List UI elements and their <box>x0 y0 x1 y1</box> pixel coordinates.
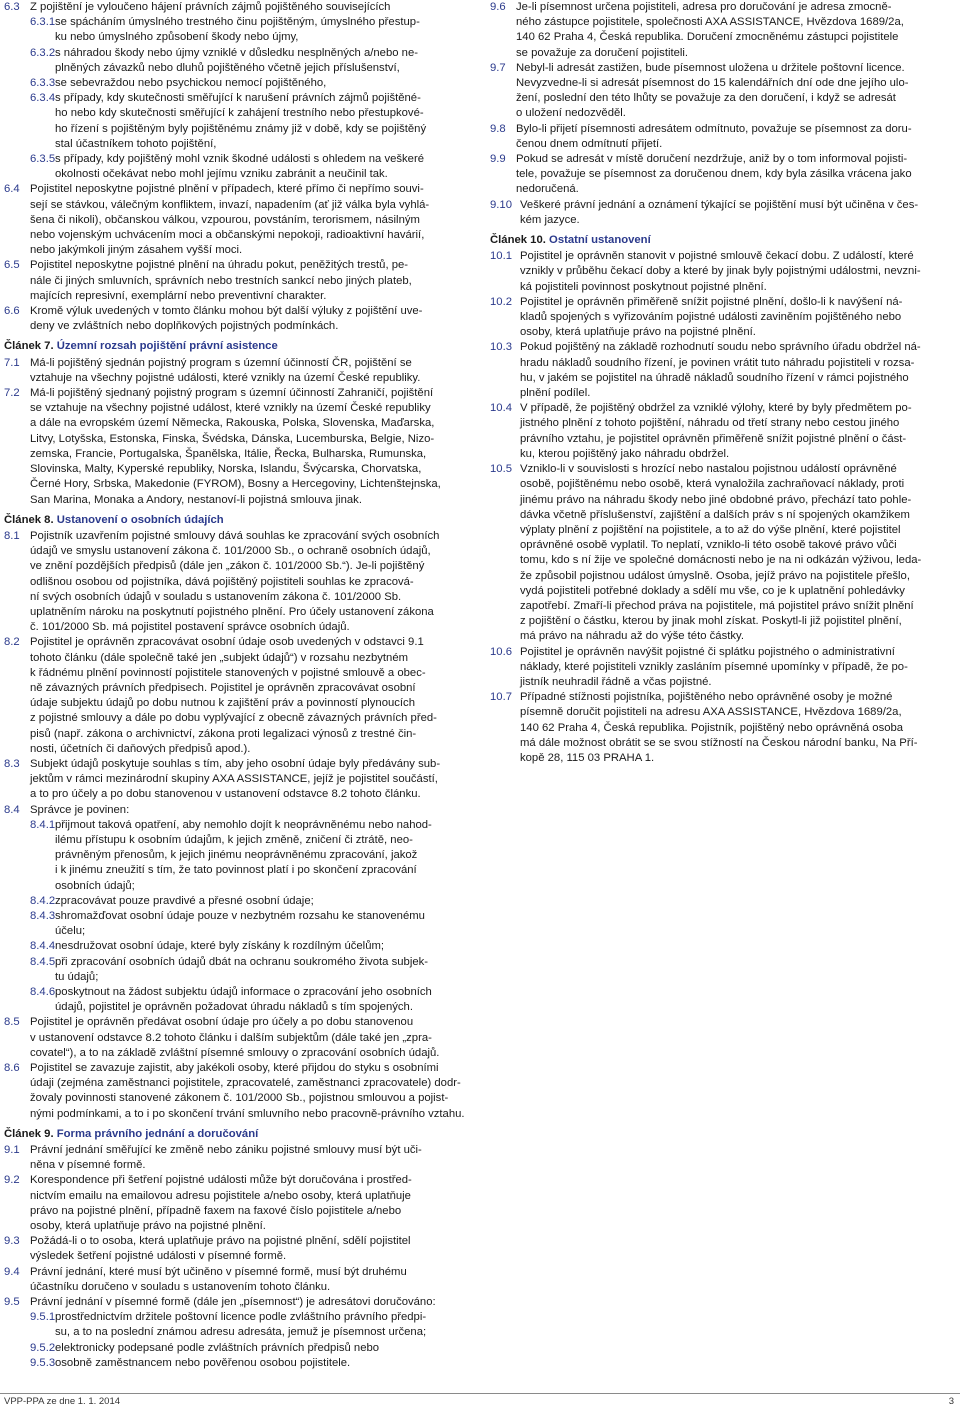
clause-text-line: tu údajů; <box>55 970 99 983</box>
clause-text-line: zapotřebí. Zmaří-li přechod práva na pojistitele, má pojistitel právo snížit plnění <box>520 599 914 612</box>
clause-text-line: Správce je povinen: <box>30 803 130 816</box>
clause-text-line: Pokud se adresát v místě doručení nezdržuje, aniž by o tom informoval pojisti- <box>516 153 908 166</box>
clause-text-line: účastníku doručeno v souladu s ustanovením tohoto článku. <box>30 1280 331 1293</box>
clause <box>4 258 474 304</box>
clause <box>490 152 956 198</box>
clause-number: 8.4 <box>4 803 20 816</box>
clause-number: 8.4.2 <box>30 894 56 907</box>
article-heading <box>4 1127 474 1142</box>
clause-text-line: výplaty plnění z pojištění na pojistitele, a to až do výše plnění, které pojistitel <box>520 523 901 536</box>
clause-number: 7.1 <box>4 356 20 369</box>
clause-text-line: Veškeré právní jednání a oznámení týkající se pojištění musí být učiněna v čes- <box>520 198 919 211</box>
article-heading <box>4 513 474 528</box>
clause-text-line: 140 62 Praha 4, Česká republika. Pojistník, pojištěný nebo oprávněná osoba <box>520 721 904 734</box>
clause-text-line: hradu nákladů soudního řízení, je povinen vrátit tuto náhradu pojistiteli v rozsa- <box>520 356 915 369</box>
clause-number: 8.4.5 <box>30 955 56 968</box>
clause-number: 6.5 <box>4 259 20 272</box>
article-title: Územní rozsah pojištění právní asistence <box>56 340 278 353</box>
clause <box>4 1173 474 1234</box>
article-number: Článek 10. <box>490 234 546 247</box>
clause <box>4 1295 474 1310</box>
clause <box>4 0 474 15</box>
clause <box>4 1061 474 1122</box>
clause <box>490 340 956 401</box>
clause-text-line: má právo na náhradu až do výše této částky. <box>520 630 744 643</box>
footer-rule <box>0 1393 960 1394</box>
clause-text-line: Požádá-li o to osoba, která uplatňuje právo na pojistné plnění, sdělí pojistitel <box>30 1235 411 1248</box>
clause-text-line: majících represivní, exemplární nebo preventivní charakter. <box>30 289 327 302</box>
sub-clause <box>4 818 474 894</box>
clause-text-line: nebo jakýmkoli jiným zásahem vyšší moci. <box>30 244 243 257</box>
clause-number: 9.5.1 <box>30 1311 56 1324</box>
sub-clause <box>4 91 474 152</box>
clause-text-line: právněným přenosům, k jejich jinému neoprávněnému zpracování, jakož <box>55 849 418 862</box>
clause-text-line: Slovinska, Malty, Kyperské republiky, Norska, Islandu, Švýcarska, Chorvatska, <box>30 463 422 476</box>
clause-number: 8.1 <box>4 529 20 542</box>
clause-text-line: Případné stížnosti pojistníka, pojištěného nebo oprávněné osoby je možné <box>520 691 893 704</box>
article-number: Článek 9. <box>4 1127 54 1140</box>
clause-number: 9.5.3 <box>30 1356 56 1369</box>
sub-clause <box>4 939 474 954</box>
clause-text-line: Korespondence při šetření pojistné události může být doručována i prostřed- <box>30 1174 412 1187</box>
clause <box>4 529 474 635</box>
clause-text-line: výsledek šetření pojistné události v písemné formě. <box>30 1250 287 1263</box>
clause-text-line: osoby, která uplatňuje právo na pojistné plnění. <box>30 1220 266 1233</box>
clause-text-line: ného zástupce pojistitele, společnosti AXA ASSISTANCE, Hvězdova 1689/2a, <box>516 16 904 29</box>
clause-text-line: Pojistitel se zavazuje zajistit, aby jakékoli osoby, které přijdou do styku s osobními <box>30 1062 439 1075</box>
clause-number: 8.4.4 <box>30 940 56 953</box>
clause-number: 6.6 <box>4 305 20 318</box>
clause-text-line: dávka včetně příslušenství, zajištění a dalších práv s ní spojených okamžikem <box>520 508 910 521</box>
clause-text-line: č. 101/2000 Sb. má pojistitel postavení správce osobních údajů. <box>30 621 350 634</box>
clause-text-line: nými podmínkami, a to i po skončení trvání smluvního nebo pracovně-právního vztahu. <box>30 1107 465 1120</box>
clause-number: 8.4.3 <box>30 909 56 922</box>
clause-text-line: osoby, která uplatňuje právo na pojistné plnění. <box>520 326 756 339</box>
clause-text-line: z pojištění o částku, kterou by jinak mohl získat. Poskytl-li již pojistitel plnění, <box>520 615 902 628</box>
article-title: Ustanovení o osobních údajích <box>56 513 224 526</box>
footer-doc-id: VPP-PPA ze dne 1. 1. 2014 <box>4 1396 121 1407</box>
clause-text-line: při zpracování osobních údajů dbát na ochranu soukromého života subjek- <box>55 955 429 968</box>
clause <box>490 122 956 152</box>
clause-number: 10.3 <box>490 341 512 354</box>
clause-text-line: Pojistitel neposkytne pojistné plnění na úhradu pokut, peněžitých trestů, pe- <box>30 259 409 272</box>
clause-text-line: kopě 28, 115 03 PRAHA 1. <box>520 751 655 764</box>
clause-number: 8.3 <box>4 757 20 770</box>
clause-text-line: Nebyl-li adresát zastižen, bude písemnost uložena u držitele poštovní licence. <box>516 61 905 74</box>
clause-number: 9.9 <box>490 153 506 166</box>
clause-text-line: zemska, Francie, Portugalska, Španělska, Itálie, Řecka, Bulharska, Rumunska, <box>30 447 427 460</box>
clause-number: 6.3.3 <box>30 77 56 90</box>
clause-text-line: vydá pojistiteli potřebné doklady a sdělí mu vše, co je k uplatnění pohledávky <box>520 584 905 597</box>
clause-text-line: že způsobil pojistnou událost úmyslně. Osoba, jejíž právo na pojistitele přešlo, <box>520 569 910 582</box>
clause-text-line: sejí se stávkou, válečným konfliktem, invazí, napadením (ať již válka byla vyhlá- <box>30 198 430 211</box>
clause-text-line: má dále možnost obrátit se se svou stížností na Českou národní banku, Na Pří- <box>520 736 918 749</box>
clause-text-line: a to pro účely a po dobu stanovenou v ustanovení odstavce 8.2 tohoto článku. <box>30 788 421 801</box>
clause-text-line: kladů spojených s vyřizováním pojistné události zaviněním pojištěného nebo <box>520 311 902 324</box>
clause-number: 6.3.1 <box>30 16 56 29</box>
clause-text-line: nále či jiných smluvních, správních nebo trestních sankcí nebo jiných plateb, <box>30 274 412 287</box>
clause <box>4 757 474 803</box>
clause-number: 9.5.2 <box>30 1341 56 1354</box>
clause-text-line: s náhradou škody nebo újmy vzniklé v důsledku nesplněných a/nebo ne- <box>55 46 418 59</box>
clause-text-line: San Marina, Monaka a Andory, nestanoví-li pojistná smlouva jinak. <box>30 493 362 506</box>
clause <box>490 645 956 691</box>
clause-text-line: pisů (např. zákona o archivnictví, zákona proti legalizaci výnosů z trestné čin- <box>30 727 417 740</box>
clause-text-line: vztahuje na všechny pojistné události, které vznikly na území České republiky. <box>30 371 421 384</box>
clause-text-line: nosti, účetních či daňových předpisů apod.). <box>30 742 251 755</box>
clause-number: 6.4 <box>4 183 20 196</box>
clause-text-line: okolnosti očekávat nebo mohl jejímu vzniku zabránit a neučinil tak. <box>55 168 388 181</box>
clause-number: 9.3 <box>4 1235 20 1248</box>
clause <box>4 182 474 258</box>
clause-text-line: k řádnému plnění povinností pojistitele stanovených v pojistné smlouvě a obec- <box>30 666 426 679</box>
clause-number: 6.3.4 <box>30 92 56 105</box>
clause-text-line: v ustanovení odstavce 8.2 tohoto článku i dalším subjektům (dále také jen „zpra- <box>30 1031 432 1044</box>
clause <box>490 462 956 644</box>
clause-number: 10.4 <box>490 402 512 415</box>
clause-text-line: odlišnou osobou od pojistníka, dává pojištěný pojistiteli souhlas ke zpracová- <box>30 575 414 588</box>
article-title: Forma právního jednání a doručování <box>56 1127 259 1140</box>
clause <box>4 356 474 386</box>
clause <box>4 635 474 757</box>
sub-clause <box>4 76 474 91</box>
clause-text-line: písemně doručit pojistiteli na adresu AXA ASSISTANCE, Hvězdova 1689/2a, <box>520 706 902 719</box>
clause-text-line: hu, v jakém se pojistitel na úhradě nákladů soudního řízení v rámci pojistného <box>520 371 909 384</box>
clause-text-line: ní svých osobních údajů v souladu s ustanovením zákona č. 101/2000 Sb. <box>30 590 402 603</box>
clause <box>490 249 956 295</box>
clause-text-line: přijmout taková opatření, aby nemohlo dojít k neoprávněnému nebo nahod- <box>55 818 432 831</box>
clause-number: 9.7 <box>490 61 506 74</box>
clause-text-line: Pojistitel je oprávněn přiměřeně snížit pojistné plnění, došlo-li k navýšení ná- <box>520 295 903 308</box>
sub-clause <box>4 1356 474 1371</box>
clause-text-line: Bylo-li přijetí písemnosti adresátem odmítnuto, považuje se písemnost za doru- <box>516 122 912 135</box>
clause-text-line: údaje subjektu údajů po dobu nutnou k zajištění práv a povinností plynoucích <box>30 697 415 710</box>
clause-text-line: Černé Hory, Srbska, Makedonie (FYROM), Bosny a Hercegoviny, Lichtenštejnska, <box>30 478 441 491</box>
clause-text-line: tele, považuje se písemnost za doručenou dnem, kdy byla zásilka vrácena jako <box>516 168 912 181</box>
right-column <box>490 0 956 766</box>
clause <box>4 386 474 508</box>
clause-text-line: žovaly povinnosti stanovené zákonem č. 101/2000 Sb., pojistnou smlouvou a pojist- <box>30 1092 449 1105</box>
clause-number: 10.1 <box>490 250 512 263</box>
clause-number: 6.3.5 <box>30 153 56 166</box>
clause-text-line: uplatněním nároku na poskytnutí pojistného plnění. Pro účely ustanovení zákona <box>30 605 434 618</box>
clause-text-line: Pojistitel je oprávněn navýšit pojistné či splátku pojistného o administrativní <box>520 645 895 658</box>
clause-text-line: elektronicky podepsané podle zvláštních právních předpisů nebo <box>55 1341 380 1354</box>
left-column <box>4 0 474 1371</box>
clause-text-line: právního vztahu, je pojistitel oprávněn přiměřeně snížit pojistné plnění o část- <box>520 432 907 445</box>
clause-text-line: ně závazných právních předpisech. Pojistitel je oprávněn zpracovávat osobní <box>30 681 416 694</box>
clause-text-line: právo na pojistné plnění, případně faxem na faxové číslo pojistitele a/nebo <box>30 1204 402 1217</box>
clause <box>490 690 956 766</box>
clause-text-line: z pojistné smlouvy a dále po dobu vyplývající z obecně závazných právních před- <box>30 712 437 725</box>
clause-number: 6.3.2 <box>30 46 56 59</box>
sub-clause <box>4 1341 474 1356</box>
clause-text-line: i k jinému zneužití s tím, že tato povinnost platí i po skončení zpracování <box>55 864 417 877</box>
clause-text-line: se považuje za doručení pojistiteli. <box>516 46 689 59</box>
clause-text-line: Právní jednání směřující ke změně nebo zániku pojistné smlouvy musí být uči- <box>30 1144 422 1157</box>
clause-text-line: Z pojištění je vyloučeno hájení právních zájmů pojištěného souvisejících <box>30 1 391 13</box>
sub-clause <box>4 894 474 909</box>
clause-text-line: Litvy, Lotyšska, Estonska, Finska, Švédska, Dánska, Lucemburska, Belgie, Nizo- <box>30 432 435 445</box>
clause-text-line: osobě, pojištěnému nebo osobě, která vynaložila zachraňovací náklady, proti <box>520 478 905 491</box>
clause-number: 9.10 <box>490 198 512 211</box>
clause-number: 8.6 <box>4 1062 20 1075</box>
clause <box>4 1015 474 1061</box>
sub-clause <box>4 909 474 939</box>
clause-text-line: Pojistitel je oprávněn předávat osobní údaje pro účely a po dobu stanovenou <box>30 1016 414 1029</box>
clause-text-line: se spácháním úmyslného trestného činu pojištěným, úmyslného přestup- <box>55 16 420 29</box>
clause-number: 9.5 <box>4 1296 20 1309</box>
clause-text-line: prostřednictvím držitele poštovní licence podle zvláštního právního předpi- <box>55 1311 427 1324</box>
clause-text-line: čenou dnem odmítnutí přijetí. <box>516 137 663 150</box>
clause-text-line: jektům v rámci mezinárodní skupiny AXA ASSISTANCE, jejíž je pojistitel součástí, <box>30 773 438 786</box>
clause-text-line: ká pojistiteli povinnost poskytnout pojistné plnění. <box>520 280 767 293</box>
sub-clause <box>4 1310 474 1340</box>
clause-text-line: údajů ve smyslu ustanovení zákona č. 101/2000 Sb., o ochraně osobních údajů, <box>30 545 431 558</box>
clause-text-line: plněných závazků nebo dluhů pojištěného včetně jejich příslušenství, <box>55 61 400 74</box>
clause-text-line: jistník neuhradil řádně a včas pojistné. <box>520 675 712 688</box>
article-title: Ostatní ustanovení <box>549 234 651 247</box>
clause-number: 8.2 <box>4 636 20 649</box>
clause-number: 9.2 <box>4 1174 20 1187</box>
clause-text-line: oprávněné osobě vyplatil. To neplatí, vzniklo-li této osobě takové právo vůči <box>520 539 897 552</box>
clause-text-line: žení, poslední den této lhůty se považuje za den doručení, i když se adresát <box>516 92 896 105</box>
clause-text-line: s případy, kdy skutečnosti směřující k narušení právních zájmů pojištěné- <box>55 92 421 105</box>
clause-text-line: Pokud pojištěný na základě rozhodnutí soudu nebo správního úřadu obdržel ná- <box>520 341 921 354</box>
clause-number: 9.1 <box>4 1144 20 1157</box>
clause-text-line: V případě, že pojištěný obdržel za vzniklé výlohy, které by byly předmětem po- <box>520 402 912 415</box>
clause-text-line: ku nebo úmyslného způsobení škody nebo újmy, <box>55 31 299 44</box>
clause <box>490 0 956 61</box>
clause <box>490 61 956 122</box>
clause-text-line: s případy, kdy pojištěný mohl vznik škodné události s ohledem na veškeré <box>55 153 425 166</box>
clause-text-line: údajů, pojistitel je oprávněn požadovat úhradu nákladů s tím spojených. <box>55 1001 413 1014</box>
clause-text-line: Má-li pojištěný sjednán pojistný program s územní účinností ČR, pojištění se <box>30 356 412 369</box>
clause-text-line: jistného plnění z tohoto pojištění, náhradu od třetí strany nebo cestou jiného <box>520 417 900 430</box>
clause <box>4 304 474 334</box>
clause-text-line: Má-li pojištěný sjednaný pojistný program s územní účinností Zahraničí, pojištění <box>30 387 434 400</box>
sub-clause <box>4 152 474 182</box>
clause-text-line: 140 62 Praha 4, Česká republika. Doručení zmocněnému zástupci pojistitele <box>516 31 899 44</box>
clause-number: 9.8 <box>490 122 506 135</box>
clause-text-line: nedoručená. <box>516 183 579 196</box>
clause-text-line: tohoto článku (dále společně také jen „subjekt údajů“) v rozsahu nezbytném <box>30 651 409 664</box>
clause-number: 8.4.6 <box>30 986 56 998</box>
clause <box>4 1143 474 1173</box>
clause-text-line: Pojistitel neposkytne pojistné plnění v případech, které přímo či nepřímo souvi- <box>30 183 424 196</box>
clause-text-line: Nevyzvedne-li si adresát písemnost do 15 kalendářních dní ode dne jejího ulo- <box>516 77 909 90</box>
article-heading <box>490 233 956 248</box>
clause <box>490 198 956 228</box>
article-heading <box>4 339 474 354</box>
clause-number: 6.3 <box>4 1 20 13</box>
clause <box>4 803 474 818</box>
clause-text-line: nictvím emailu na emailovou adresu pojistitele a/nebo osoby, která uplatňuje <box>30 1189 411 1202</box>
clause <box>4 1234 474 1264</box>
clause-number: 9.6 <box>490 1 506 13</box>
clause-text-line: zpracovávat pouze pravdivé a přesné osobní údaje; <box>55 894 314 907</box>
clause-text-line: účelu; <box>55 925 86 938</box>
clause-text-line: Právní jednání v písemné formě (dále jen „písemnost“) je adresátovi doručováno: <box>30 1296 436 1309</box>
clause-text-line: tomu, kdo s ní žije ve společné domácnosti nebo je na ni odkázán výživou, leda- <box>520 554 922 567</box>
clause-text-line: náklady, které pojistiteli vznikly zasláním písemné upomínky v případě, že po- <box>520 660 908 673</box>
clause-number: 10.7 <box>490 691 512 704</box>
article-number: Článek 7. <box>4 340 54 353</box>
clause-text-line: ilému přístupu k osobním údajům, k jejich změně, zničení či ztrátě, neo- <box>55 833 413 846</box>
clause-text-line: ho řízení s pojištěným byly pojištěnému známy již v době, kdy se pojištěný <box>55 122 427 135</box>
clause-number: 8.4.1 <box>30 818 56 831</box>
clause-number: 10.2 <box>490 295 512 308</box>
clause <box>490 401 956 462</box>
clause-text-line: shromažďovat osobní údaje pouze v nezbytném rozsahu ke stanovenému <box>55 909 425 922</box>
clause-text-line: vznikly v průběhu čekací doby a které by jinak byly pojistnými událostmi, nevzni- <box>520 265 921 278</box>
footer-page-number: 3 <box>948 1396 954 1407</box>
clause-number: 10.6 <box>490 645 512 658</box>
clause-text-line: údaji (zejména zaměstnanci pojistitele, zpracovatelé, zaměstnanci zpracovatele) dodr- <box>30 1077 461 1090</box>
article-number: Článek 8. <box>4 513 54 526</box>
clause-text-line: Pojistitel je oprávněn zpracovávat osobní údaje osob uvedených v odstavci 9.1 <box>30 636 424 649</box>
clause-text-line: a dále na evropském území Německa, Rakouska, Polska, Slovenska, Maďarska, <box>30 417 435 430</box>
clause-number: 7.2 <box>4 387 20 400</box>
sub-clause <box>4 985 474 1015</box>
sub-clause <box>4 955 474 985</box>
clause-text-line: osobně zaměstnancem nebo pověřenou osobou pojistitele. <box>55 1356 351 1369</box>
clause-text-line: se vztahuje na všechny pojistné událost, které vznikly na území České republiky <box>30 402 431 415</box>
clause-text-line: ve znění pozdějších předpisů (dále jen „zákon č. 101/2000 Sb.“). Je-li pojištěný <box>30 560 425 573</box>
clause-text-line: Kromě výluk uvedených v tomto článku mohou být další výluky z pojištění uve- <box>30 305 423 318</box>
clause-text-line: Vzniklo-li v souvislosti s hrozící nebo nastalou pojistnou událostí oprávněné <box>520 463 897 476</box>
clause-number: 8.5 <box>4 1016 20 1029</box>
clause-text-line: stal účastníkem tohoto pojištění, <box>55 137 217 150</box>
clause-text-line: ku, kterou pojištěný jako náhradu obdržel. <box>520 447 730 460</box>
sub-clause <box>4 46 474 76</box>
clause-text-line: kém jazyce. <box>520 213 580 226</box>
clause-text-line: Je-li písemnost určena pojistiteli, adresa pro doručování je adresa zmocně- <box>516 1 892 13</box>
clause-text-line: plnění podílel. <box>520 387 591 400</box>
clause-text-line: Pojistitel je oprávněn stanovit v pojistné smlouvě čekací dobu. Z událostí, které <box>520 250 914 263</box>
clause-text-line: nebo vojenským uchvácením moci a občanskými nepokoji, radioaktivní havárií, <box>30 229 425 242</box>
clause-text-line: covatel“), a to na základě zvláštní písemné smlouvy o zpracování osobních údajů. <box>30 1046 440 1059</box>
clause-text-line: se sebevraždou nebo psychickou nemocí pojištěného, <box>55 77 327 90</box>
clause-text-line: Právní jednání, které musí být učiněno v písemné formě, musí být druhému <box>30 1265 407 1278</box>
clause-text-line: něna v písemné formě. <box>30 1159 146 1172</box>
sub-clause <box>4 15 474 45</box>
clause-text-line: ho nebo kdy skutečnosti směřující k zahájení trestního nebo přestupkové- <box>55 107 424 120</box>
clause-number: 9.4 <box>4 1265 20 1278</box>
clause <box>490 295 956 341</box>
clause-text-line: nesdružovat osobní údaje, které byly získány k rozdílným účelům; <box>55 940 385 953</box>
clause-text-line: su, a to na poslední známou adresu adresáta, jemuž je písemnost určena; <box>55 1326 427 1339</box>
clause-text-line: deny ve zvláštních nebo doplňkových pojistných podmínkách. <box>30 320 339 333</box>
clause-text-line: šena či nikoli), občanskou válkou, vzpourou, povstáním, terorismem, násilným <box>30 213 420 226</box>
clause-text-line: o uložení nedozvěděl. <box>516 107 626 120</box>
clause-text-line: jinému právo na náhradu škody nebo jiné obdobné právo, přechází tato pohle- <box>520 493 912 506</box>
clause-text-line: Pojistník uzavřením pojistné smlouvy dává souhlas ke zpracování svých osobních <box>30 529 440 542</box>
clause-number: 10.5 <box>490 463 512 476</box>
clause-text-line: Subjekt údajů poskytuje souhlas s tím, aby jeho osobní údaje byly předávány sub- <box>30 757 441 770</box>
clause-text-line: poskytnout na žádost subjektu údajů informace o zpracování jeho osobních <box>55 986 432 998</box>
clause <box>4 1265 474 1295</box>
clause-text-line: osobních údajů; <box>55 879 135 892</box>
